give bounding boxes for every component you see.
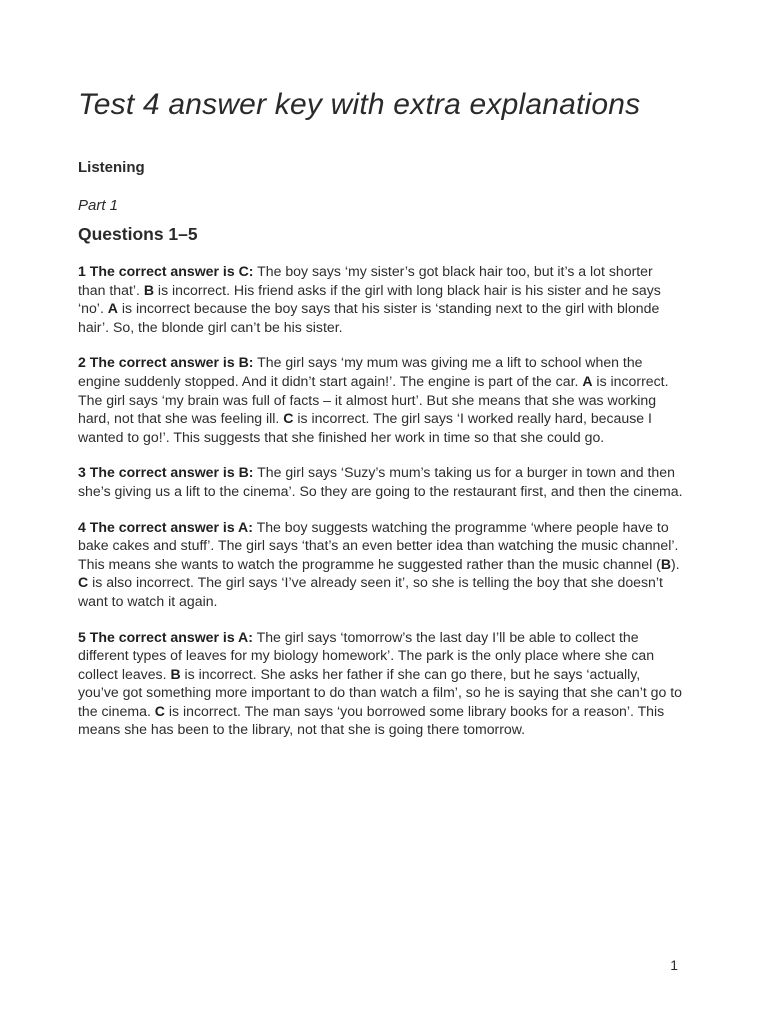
answer-lead: 4 The correct answer is A: xyxy=(78,518,253,535)
answer-paragraph xyxy=(78,262,683,336)
answer-text: The boy says ‘my sister’s got black hair too, but it’s a lot shorter than that’. xyxy=(78,263,653,298)
answer-text: The girl says ‘my mum was giving me a lift to school when the engine suddenly stopped. And it didn’t start again!’. The engine is part of the car. xyxy=(78,354,643,389)
answer-text: The girl says ‘Suzy’s mum’s taking us for a burger in town and then she’s giving us a lift to the cinema’. So they are going to the restaurant first, and then the cinema. xyxy=(78,464,683,499)
answer-text: is incorrect. The girl says ‘my brain was full of facts – it almost hurt’. But she means that she was working hard, not that she was feeling ill. xyxy=(78,372,669,427)
option-letter: A xyxy=(107,300,118,317)
answer-paragraph xyxy=(78,518,683,611)
answer-lead: 2 The correct answer is B: xyxy=(78,354,254,371)
part-label: Part 1 xyxy=(78,197,119,214)
answer-text: is incorrect. She asks her father if she can go there, but he says ‘actually, you’ve got something more important to do than watch a film’, so he is saying that she can’t go to the cinema. xyxy=(78,665,683,719)
option-letter: A xyxy=(582,372,593,389)
answer-text: The girl says ‘tomorrow’s the last day I’ll be able to collect the different types of leaves for my biology homework’. The park is the only place where she can collect leaves. xyxy=(78,628,655,682)
option-letter: B xyxy=(660,555,672,572)
page-number: 1 xyxy=(670,957,678,973)
answer-paragraph xyxy=(78,628,683,740)
option-letter: C xyxy=(154,702,165,719)
option-letter: C xyxy=(283,410,294,427)
answer-text: ). xyxy=(671,555,680,572)
answer-text: The boy suggests watching the programme ‘where people have to bake cakes and stuff’. The girl says ‘that’s an even better idea than watching the music channel’. This means she wants to watch the programme he suggested rather than the music channel ( xyxy=(78,518,679,572)
answer-text: is incorrect. His friend asks if the girl with long black hair is his sister and he says ‘no’. xyxy=(78,281,661,317)
page-title: Test 4 answer key with extra explanations xyxy=(78,88,641,121)
answer-paragraph xyxy=(78,353,683,446)
answer-list xyxy=(78,262,683,756)
answer-lead: 5 The correct answer is A: xyxy=(78,628,253,645)
option-letter: B xyxy=(143,281,155,298)
option-letter: C xyxy=(78,574,89,591)
section-heading: Listening xyxy=(78,159,145,176)
answer-paragraph xyxy=(78,463,683,500)
answer-lead: 1 The correct answer is C: xyxy=(78,263,254,279)
questions-heading: Questions 1–5 xyxy=(78,224,198,244)
answer-text: is incorrect. The man says ‘you borrowed some library books for a reason’. This means she has been to the library, not that she is going there tomorrow. xyxy=(78,702,665,738)
answer-text: is also incorrect. The girl says ‘I’ve already seen it’, so she is telling the boy that she doesn’t want to watch it again. xyxy=(78,574,663,609)
answer-text: is incorrect. The girl says ‘I worked really hard, because I wanted to go!’. This suggests that she finished her work in time so that she could go. xyxy=(78,410,652,445)
answer-lead: 3 The correct answer is B: xyxy=(78,464,254,481)
option-letter: B xyxy=(170,665,181,682)
answer-text: is incorrect because the boy says that his sister is ‘standing next to the girl with blonde hair’. So, the blonde girl can’t be his sister. xyxy=(78,300,660,335)
